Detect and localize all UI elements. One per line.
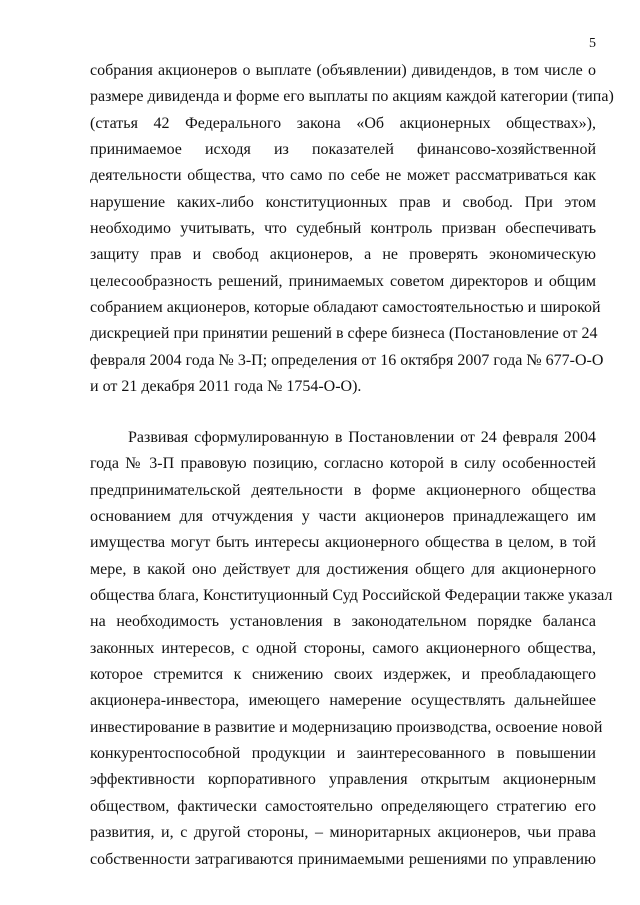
paragraph-line: конкурентоспособной продукции и заинтересованного в повышении <box>90 745 596 763</box>
paragraph-line: на необходимость установления в законодательном порядке баланса <box>90 613 596 631</box>
paragraph-line: собственности затрагиваются принимаемыми решениями по управлению <box>90 850 596 868</box>
paragraph-line: общества блага, Конституционный Суд Российской Федерации также указал <box>90 587 613 605</box>
paragraph-line: (статья 42 Федерального закона «Об акционерных обществах»), <box>90 114 596 132</box>
paragraph-line: развития, и, с другой стороны, – миноритарных акционеров, чьи права <box>90 824 596 842</box>
paragraph-line: деятельности общества, что само по себе не может рассматриваться как <box>90 167 596 185</box>
paragraph-line: защиту прав и свобод акционеров, а не проверять экономическую <box>90 246 596 264</box>
paragraph-line: основанием для отчуждения у части акционеров принадлежащего им <box>90 508 596 526</box>
paragraph-line: Развивая сформулированную в Постановлении от 24 февраля 2004 <box>128 429 596 446</box>
paragraph-line: предпринимательской деятельности в форме акционерного общества <box>90 481 596 499</box>
paragraph-line: необходимо учитывать, что судебный контроль призван обеспечивать <box>90 220 596 238</box>
paragraph-line: и от 21 декабря 2011 года № 1754-О-О). <box>90 378 362 396</box>
paragraph-line: эффективности корпоративного управления открытым акционерным <box>90 771 596 789</box>
paragraph-line: размере дивиденда и форме его выплаты по акциям каждой категории (типа) <box>90 88 614 106</box>
paragraph-line: дискрецией при принятии решений в сфере бизнеса (Постановление от 24 <box>90 325 598 343</box>
paragraph-line: целесообразность решений, принимаемых советом директоров и общим <box>90 272 596 290</box>
paragraph-line: принимаемое исходя из показателей финансово-хозяйственной <box>90 141 596 159</box>
paragraph-line: года № 3-П правовую позицию, согласно которой в силу особенностей <box>90 455 596 473</box>
paragraph-line: мере, в какой оно действует для достижения общего для акционерного <box>90 560 596 578</box>
paragraph-line: инвестирование в развитие и модернизацию производства, освоение новой <box>90 718 603 736</box>
paragraph-2 <box>90 425 613 873</box>
paragraph-line: законных интересов, с одной стороны, самого акционерного общества, <box>90 639 596 657</box>
paragraph-line: имущества могут быть интересы акционерного общества в целом, в той <box>90 534 596 552</box>
paragraph-line: обществом, фактически самостоятельно определяющего стратегию его <box>90 797 596 815</box>
paragraph-line: нарушение каких-либо конституционных прав и свобод. При этом <box>90 193 596 211</box>
paragraph-1 <box>90 58 614 400</box>
paragraph-line: собрания акционеров о выплате (объявлении) дивидендов, в том числе о <box>90 62 596 79</box>
paragraph-line: собранием акционеров, которые обладают самостоятельностью и широкой <box>90 299 601 317</box>
paragraph-line: которое стремится к снижению своих издержек, и преобладающего <box>90 666 596 684</box>
page-number: 5 <box>589 36 596 51</box>
paragraph-line: акционера-инвестора, имеющего намерение осуществлять дальнейшее <box>90 692 596 710</box>
paragraph-line: февраля 2004 года № 3-П; определения от 16 октября 2007 года № 677-О-О <box>90 351 604 369</box>
